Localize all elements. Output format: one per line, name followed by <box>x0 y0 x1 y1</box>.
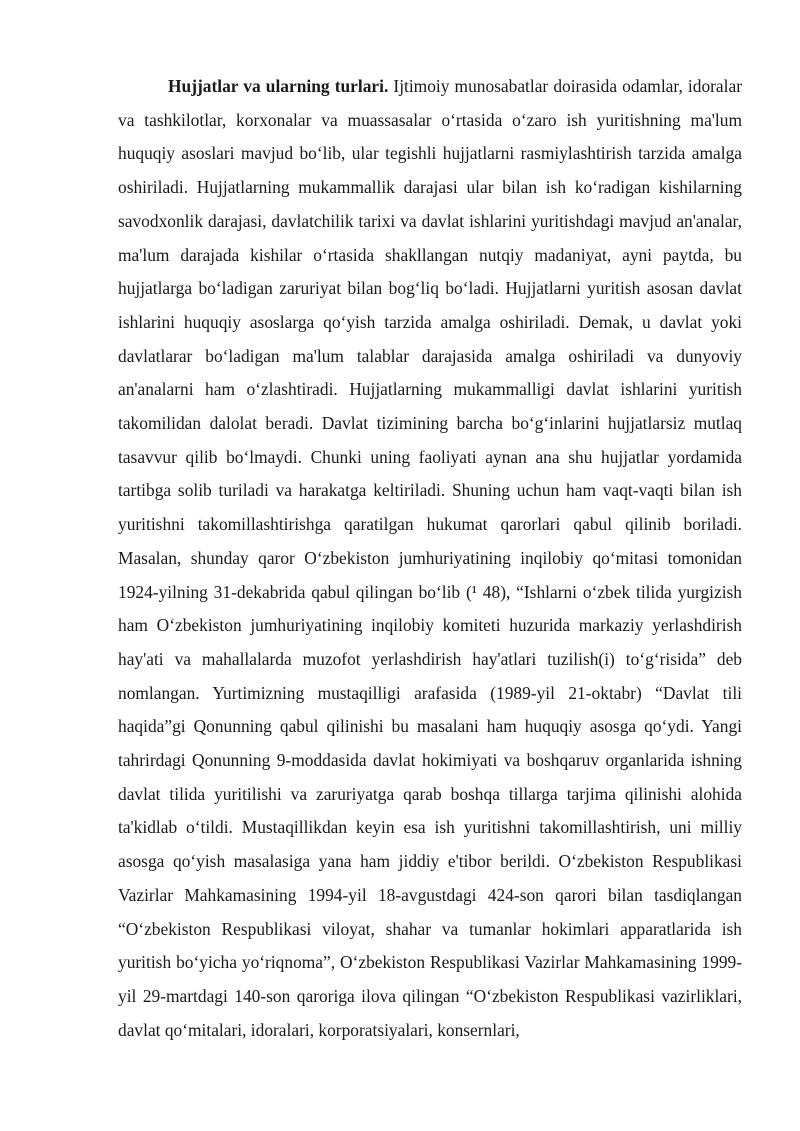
section-heading: Hujjatlar va ularning turlari. <box>168 76 389 96</box>
body-paragraph <box>118 70 742 1047</box>
paragraph-text: Ijtimoiy munosabatlar doirasida odamlar, idoralar va tashkilotlar, korxonalar va muassasalar o‘rtasida o‘zaro ish yuritishning ma'lum huquqiy asoslari mavjud bo‘lib, ular tegishli hujjatlarni rasmiylashtirish tarzida amalga oshiriladi. Hujjatlarning mukammallik darajasi ular bilan ish ko‘radigan kishilarning savodxonlik darajasi, davlatchilik tarixi va davlat ishlarini yuritishdagi mavjud an'analar, ma'lum darajada kishilar o‘rtasida shakllangan nutqiy madaniyat, ayni paytda, bu hujjatlarga bo‘ladigan zaruriyat bilan bog‘liq bo‘ladi. Hujjatlarni yuritish asosan davlat ishlarini huquqiy asoslarga qo‘yish tarzida amalga oshiriladi. Demak, u davlat yoki davlatlarar bo‘ladigan ma'lum talablar darajasida amalga oshiriladi va dunyoviy an'analarni ham o‘zlashtiradi. Hujjatlarning mukammalligi davlat ishlarini yuritish takomilidan dalolat beradi. Davlat tizimining barcha bo‘g‘inlarini hujjatlarsiz mutlaq tasavvur qilib bo‘lmaydi. Chunki uning faoliyati aynan ana shu hujjatlar yordamida tartibga solib turiladi va harakatga keltiriladi. Shuning uchun ham vaqt-vaqti bilan ish yuritishni takomillashtirishga qaratilgan hukumat qarorlari qabul qilinib boriladi. Masalan, shunday qaror O‘zbekiston jumhuriyatining inqilobiy qo‘mitasi tomonidan 1924-yilning 31-dekabrida qabul qilingan bo‘lib (¹ 48), “Ishlarni o‘zbek tilida yurgizish ham O‘zbekiston jumhuriyatining inqilobiy komiteti huzurida markaziy yerlashdirish hay'ati va mahallalarda muzofot yerlashdirish hay'atlari tuzilish(i) to‘g‘risida” deb nomlangan. Yurtimizning mustaqilligi arafasida (1989-yil 21-oktabr) “Davlat tili haqida”gi Qonunning qabul qilinishi bu masalani ham huquqiy asosga qo‘ydi. Yangi tahrirdagi Qonunning 9-moddasida davlat hokimiyati va boshqaruv organlarida ishning davlat tilida yuritilishi va zaruriyatga qarab boshqa tillarga tarjima qilinishi alohida ta'kidlab o‘tildi. Mustaqillikdan keyin esa ish yuritishni takomillashtirish, uni milliy asosga qo‘yish masalasiga yana ham jiddiy e'tibor berildi. O‘zbekiston Respublikasi Vazirlar Mahkamasining 1994-yil 18-avgustdagi 424-son qarori bilan tasdiqlangan “O‘zbekiston Respublikasi viloyat, shahar va tumanlar hokimlari apparatlarida ish yuritish bo‘yicha yo‘riqnoma”, O‘zbekiston Respublikasi Vazirlar Mahkamasining 1999-yil 29-martdagi 140-son qaroriga ilova qilingan “O‘zbekiston Respublikasi vazirliklari, davlat qo‘mitalari, idoralari, korporatsiyalari, konsernlari, <box>118 76 742 1040</box>
document-page <box>118 70 742 1047</box>
